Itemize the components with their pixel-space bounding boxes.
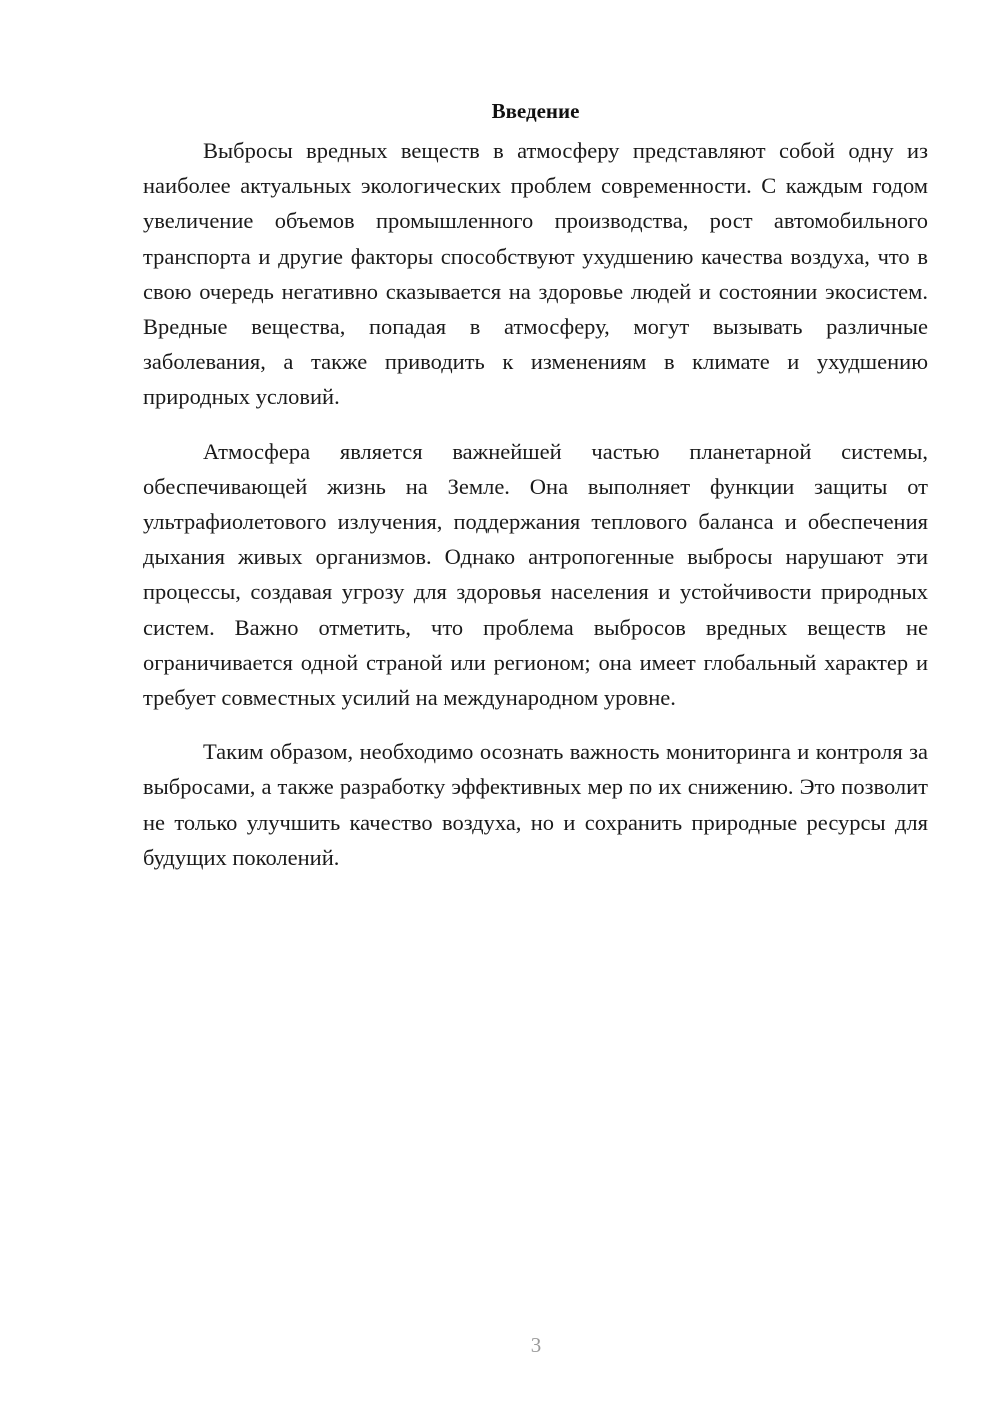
page-number: 3: [530, 1333, 542, 1357]
paragraph-2: Атмосфера является важнейшей частью планетарной системы, обеспечивающей жизнь на Земле. Она выполняет функции защиты от ультрафиолетового излучения, поддержания теплового баланса и обеспечения дыхания живых организмов. Однако антропогенные выбросы нарушают эти процессы, создавая угрозу для здоровья населения и устойчивости природных систем. Важно отметить, что проблема выбросов вредных веществ не ограничивается одной страной или регионом; она имеет глобальный характер и требует совместных усилий на международном уровне.: [143, 438, 928, 711]
paragraph-3: Таким образом, необходимо осознать важность мониторинга и контроля за выбросами, а также разработку эффективных мер по их снижению. Это позволит не только улучшить качество воздуха, но и сохранить природные ресурсы для будущих поколений.: [143, 739, 928, 870]
section-title: Введение: [491, 99, 580, 123]
paragraph-1: Выбросы вредных веществ в атмосферу представляют собой одну из наиболее актуальных экологических проблем современности. С каждым годом увеличение объемов промышленного производства, рост автомобильного транспорта и другие факторы способствуют ухудшению качества воздуха, что в свою очередь негативно сказывается на здоровье людей и состоянии экосистем. Вредные вещества, попадая в атмосферу, могут вызывать различные заболевания, а также приводить к изменениям в климате и ухудшению природных условий.: [143, 138, 928, 410]
page-content: [143, 97, 928, 875]
